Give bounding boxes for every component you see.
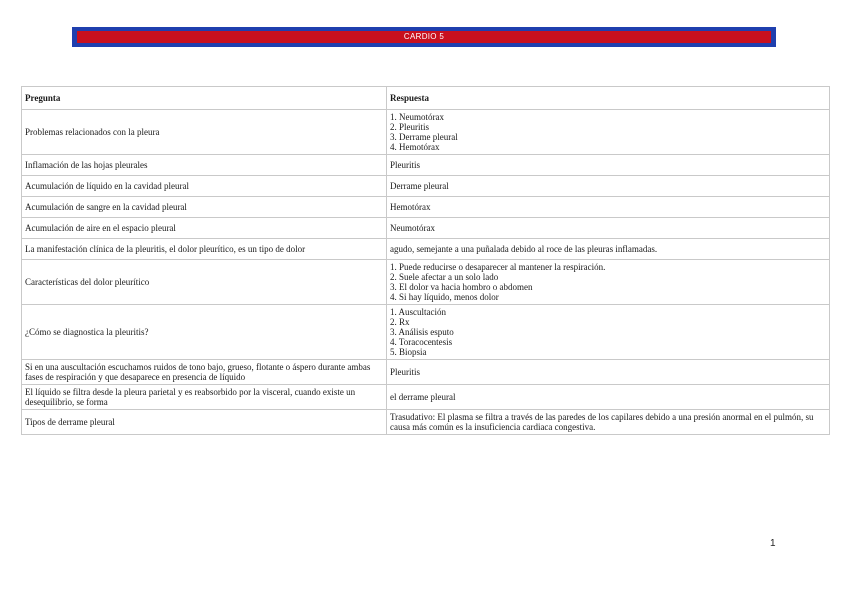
answer-cell: agudo, semejante a una puñalada debido al roce de las pleuras inflamadas. xyxy=(387,239,830,260)
answer-line: 3. Derrame pleural xyxy=(390,132,458,142)
answer-cell: Trasudativo: El plasma se filtra a través de las paredes de los capilares debido a una presión anormal en el pulmón, su causa más común es la insuficiencia cardiaca congestiva. xyxy=(387,410,830,435)
answer-line: 4. Si hay líquido, menos dolor xyxy=(390,292,499,302)
table-row xyxy=(22,410,830,435)
answer-line: 1. Neumotórax xyxy=(390,112,444,122)
answer-line: 2. Suele afectar a un solo lado xyxy=(390,272,499,282)
question-cell: Acumulación de líquido en la cavidad pleural xyxy=(22,176,387,197)
column-header-question: Pregunta xyxy=(22,87,387,110)
answer-cell xyxy=(387,260,830,305)
column-header-answer: Respuesta xyxy=(387,87,830,110)
table-row xyxy=(22,176,830,197)
question-cell: ¿Cómo se diagnostica la pleuritis? xyxy=(22,305,387,360)
answer-line: 2. Rx xyxy=(390,317,410,327)
question-cell: Si en una auscultación escuchamos ruidos de tono bajo, grueso, flotante o áspero durante ambas fases de respiración y que desaparece en presencia de líquido xyxy=(22,360,387,385)
answer-line: 1. Auscultación xyxy=(390,307,446,317)
answer-cell xyxy=(387,305,830,360)
table-header-row xyxy=(22,87,830,110)
table-row xyxy=(22,260,830,305)
qa-table xyxy=(21,86,830,435)
header-banner xyxy=(72,27,776,47)
table-row xyxy=(22,197,830,218)
answer-cell xyxy=(387,110,830,155)
answer-cell: Derrame pleural xyxy=(387,176,830,197)
answer-line: 3. El dolor va hacia hombro o abdomen xyxy=(390,282,533,292)
table-row xyxy=(22,305,830,360)
question-cell: Acumulación de aire en el espacio pleural xyxy=(22,218,387,239)
table-row xyxy=(22,385,830,410)
page-number: 1 xyxy=(770,538,776,549)
answer-line: 3. Análisis esputo xyxy=(390,327,454,337)
question-cell: Tipos de derrame pleural xyxy=(22,410,387,435)
question-cell: Inflamación de las hojas pleurales xyxy=(22,155,387,176)
question-cell: Problemas relacionados con la pleura xyxy=(22,110,387,155)
answer-line: 5. Biopsia xyxy=(390,347,427,357)
table-row xyxy=(22,155,830,176)
answer-cell: Pleuritis xyxy=(387,155,830,176)
answer-line: 4. Toracocentesis xyxy=(390,337,453,347)
answer-line: 2. Pleuritis xyxy=(390,122,430,132)
answer-cell: Pleuritis xyxy=(387,360,830,385)
table-row xyxy=(22,218,830,239)
question-cell: El líquido se filtra desde la pleura parietal y es reabsorbido por la visceral, cuando existe un desequilibrio, se forma xyxy=(22,385,387,410)
answer-cell: el derrame pleural xyxy=(387,385,830,410)
table-row xyxy=(22,110,830,155)
question-cell: Acumulación de sangre en la cavidad pleural xyxy=(22,197,387,218)
table-row xyxy=(22,239,830,260)
answer-line: 1. Puede reducirse o desaparecer al mantener la respiración. xyxy=(390,262,606,272)
question-cell: Características del dolor pleurítico xyxy=(22,260,387,305)
question-cell: La manifestación clínica de la pleuritis, el dolor pleurítico, es un tipo de dolor xyxy=(22,239,387,260)
answer-line: 4. Hemotórax xyxy=(390,142,440,152)
answer-cell: Hemotórax xyxy=(387,197,830,218)
document-title: CARDIO 5 xyxy=(77,31,771,43)
answer-cell: Neumotórax xyxy=(387,218,830,239)
table-row xyxy=(22,360,830,385)
